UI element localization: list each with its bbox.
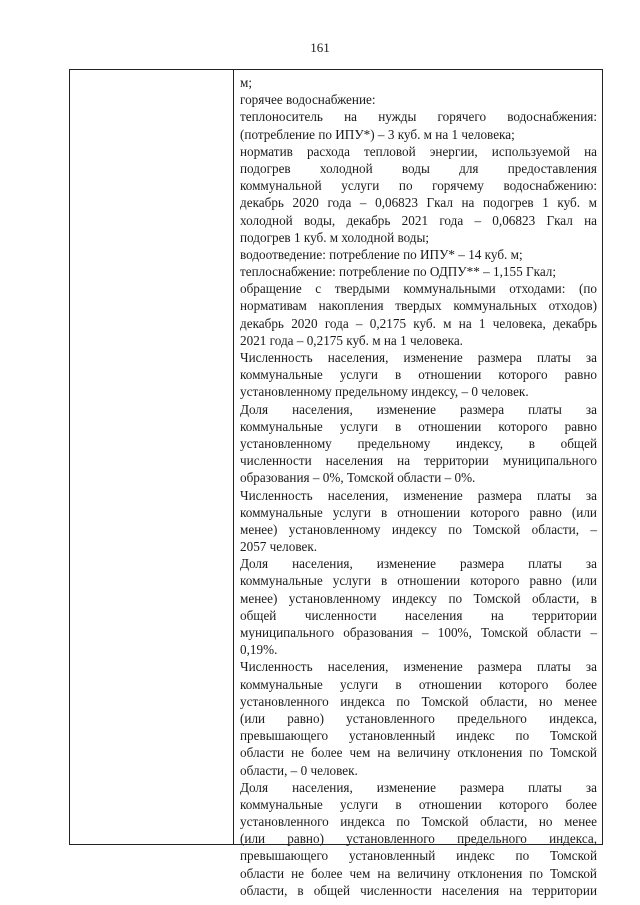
text-line: Доля населения, изменение размера платы за — [240, 556, 597, 572]
text-line: области, в общей численности населения на территории — [240, 882, 597, 898]
text-line: обращение с твердыми коммунальными отходами: (по — [240, 281, 597, 297]
text-line: (или равно) установленного предельного индекса, — [240, 831, 597, 847]
text-line: норматив расхода тепловой энергии, используемой на — [240, 143, 597, 159]
text-line: коммунальные услуги в отношении которого равно (или — [240, 504, 597, 520]
text-line: Доля населения, изменение размера платы за — [240, 779, 597, 795]
text-line: коммунальные услуги в отношении которого равно (или — [240, 573, 597, 589]
text-line: области не более чем на величину отклонения по Томской — [240, 745, 597, 761]
text-line: муниципального образования – 100%, Томской области – — [240, 625, 597, 640]
text-line: 2057 человек. — [240, 539, 318, 555]
table-cell-left-empty — [70, 70, 233, 844]
text-line: декабрь 2020 года – 0,06823 Гкал на подогрев 1 куб. м — [240, 195, 597, 211]
text-line: менее) установленному индексу по Томской области, в — [240, 590, 597, 606]
text-line: м; — [240, 75, 253, 90]
text-line: горячее водоснабжение: — [240, 92, 376, 108]
text-line: области не более чем на величину отклонения по Томской — [240, 865, 597, 881]
text-line: превышающего установленный индекс по Томской — [240, 848, 597, 864]
text-line: превышающего установленный индекс по Томской — [240, 728, 597, 744]
document-table — [69, 69, 603, 898]
text-line: (потребление по ИПУ*) – 3 куб. м на 1 человека; — [240, 126, 515, 142]
text-line: коммунальные услуги в отношении которого равно — [240, 367, 597, 383]
text-line: холодной воды, декабрь 2021 года – 0,06823 Гкал на — [240, 212, 597, 228]
text-line: Численность населения, изменение размера платы за — [240, 659, 597, 675]
page-number: 161 — [310, 40, 330, 55]
text-line: 0,19%. — [240, 642, 278, 658]
text-line: 2021 года – 0,2175 куб. м на 1 человека. — [240, 332, 463, 348]
text-line: установленному предельному индексу, в общей — [240, 435, 597, 451]
text-line: коммунальной услуги по горячему водоснабжению: — [240, 178, 597, 194]
text-line: образования – 0%, Томской области – 0%. — [240, 470, 476, 486]
text-line: Доля населения, изменение размера платы за — [240, 401, 597, 417]
text-line: теплоснабжение: потребление по ОДПУ** – 1,155 Гкал; — [240, 264, 557, 280]
text-line: численности населения на территории муниципального — [240, 453, 597, 469]
text-line: подогрев холодной воды для предоставления — [240, 160, 597, 176]
text-line: нормативам накопления твердых коммунальных отходов) — [240, 298, 597, 314]
text-line: (или равно) установленного предельного индекса, — [240, 710, 597, 726]
column-divider — [233, 70, 234, 844]
text-line: области, – 0 человек. — [240, 762, 358, 778]
text-line: коммунальные услуги в отношении которого равно — [240, 418, 597, 434]
text-line: декабрь 2020 года – 0,2175 куб. м на 1 человека, декабрь — [240, 315, 597, 331]
text-line: установленному предельному индексу, – 0 человек. — [240, 384, 529, 400]
text-line: установленного индекса по Томской области, но менее — [240, 814, 597, 830]
text-line: водоотведение: потребление по ИПУ* – 14 куб. м; — [240, 246, 523, 262]
text-line: установленного индекса по Томской области, но менее — [240, 693, 597, 709]
table-cell-right-text — [240, 74, 597, 898]
text-line: менее) установленному индексу по Томской области, – — [240, 521, 597, 537]
text-line: теплоноситель на нужды горячего водоснабжения: — [240, 109, 597, 125]
text-line: коммунальные услуги в отношении которого более — [240, 796, 597, 812]
text-line: общей численности населения на территории — [240, 607, 597, 623]
text-line: Численность населения, изменение размера платы за — [240, 487, 597, 503]
text-line: подогрев 1 куб. м холодной воды; — [240, 229, 430, 245]
text-line: Численность населения, изменение размера платы за — [240, 350, 597, 365]
text-line: коммунальные услуги в отношении которого более — [240, 676, 597, 692]
